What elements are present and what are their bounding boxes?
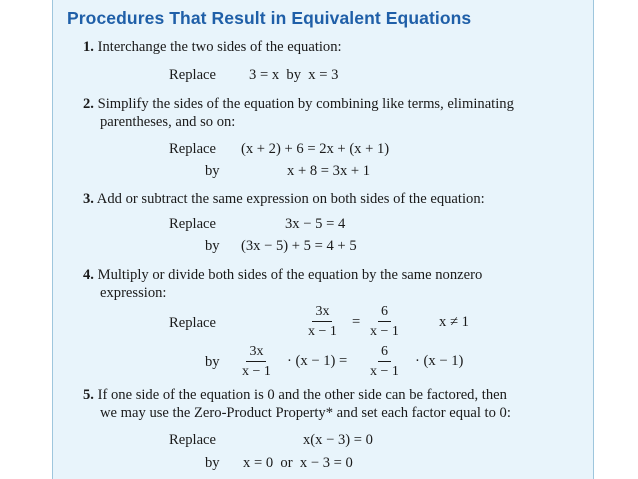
fraction — [367, 344, 402, 379]
step-number: 2. — [83, 96, 94, 112]
fraction — [239, 344, 274, 379]
step-2 — [83, 95, 514, 113]
by-equation: (3x − 5) + 5 = 4 + 5 — [241, 238, 357, 254]
numerator: 6 — [378, 344, 391, 362]
by-equation: x + 8 = 3x + 1 — [287, 163, 371, 179]
replace-equation: (x + 2) + 6 = 2x + (x + 1) — [241, 141, 390, 157]
equals-sign: = — [352, 314, 361, 330]
multiply-expression: · (x − 1) — [415, 353, 464, 369]
by-label: by — [205, 163, 220, 179]
denominator: x − 1 — [242, 364, 271, 379]
replace-label: Replace — [169, 315, 216, 331]
replace-equation: 3x − 5 = 4 — [285, 216, 346, 232]
replace-label: Replace — [169, 216, 216, 232]
step-text-continued: we may use the Zero-Product Property* and set each factor equal to 0: — [100, 405, 511, 421]
numerator: 6 — [378, 304, 391, 322]
step-1 — [83, 38, 342, 56]
step-number: 5. — [83, 387, 94, 403]
step-text: If one side of the equation is 0 and the other side can be factored, then — [97, 387, 507, 403]
step-text-continued: parentheses, and so on: — [100, 114, 236, 130]
replace-label: Replace — [169, 141, 216, 157]
replace-label: Replace — [169, 432, 216, 448]
fraction — [305, 304, 340, 339]
step-text: Multiply or divide both sides of the equation by the same nonzero — [97, 267, 483, 283]
replace-equation: x(x − 3) = 0 — [303, 432, 373, 448]
step-4 — [83, 266, 482, 284]
step-text: Interchange the two sides of the equation: — [97, 39, 342, 55]
by-label: by — [205, 354, 220, 370]
by-equation: x = 0 or x − 3 = 0 — [243, 455, 353, 471]
replace-equation: 3 = x by x = 3 — [249, 67, 339, 83]
step-number: 4. — [83, 267, 94, 283]
step-text: Add or subtract the same expression on both sides of the equation: — [96, 191, 485, 207]
numerator: 3x — [246, 344, 266, 362]
replace-label: Replace — [169, 67, 216, 83]
step-number: 3. — [83, 191, 94, 207]
step-text-continued: expression: — [100, 285, 167, 301]
box-title: Procedures That Result in Equivalent Equations — [67, 8, 472, 28]
fraction — [367, 304, 402, 339]
step-3 — [83, 190, 485, 208]
denominator: x − 1 — [370, 324, 399, 339]
numerator: 3x — [312, 304, 332, 322]
step-5 — [83, 386, 507, 404]
by-label: by — [205, 238, 220, 254]
procedures-box — [52, 0, 594, 479]
condition: x ≠ 1 — [439, 314, 469, 330]
by-label: by — [205, 455, 220, 471]
step-text: Simplify the sides of the equation by combining like terms, eliminating — [97, 96, 514, 112]
multiply-expression: · (x − 1) = — [287, 353, 348, 369]
step-number: 1. — [83, 39, 94, 55]
denominator: x − 1 — [370, 364, 399, 379]
denominator: x − 1 — [308, 324, 337, 339]
